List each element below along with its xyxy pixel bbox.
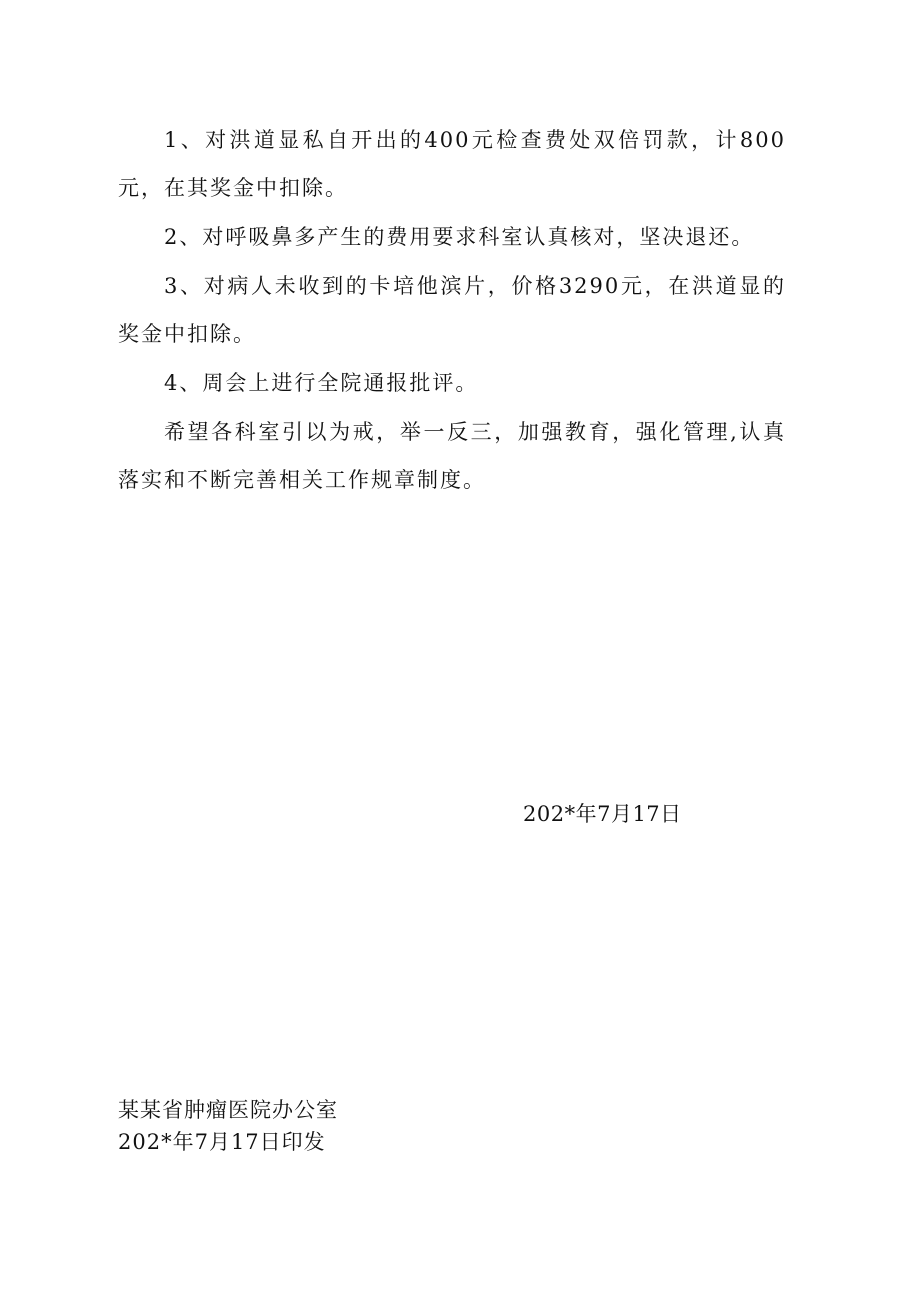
paragraph-item-3: 3、对病人未收到的卡培他滨片，价格3290元，在洪道显的奖金中扣除。 <box>118 274 786 346</box>
closing-paragraph: 希望各科室引以为戒，举一反三，加强教育，强化管理,认真落实和不断完善相关工作规章制度。 <box>118 420 786 492</box>
paragraph-item-2: 2、对呼吸鼻多产生的费用要求科室认真核对，坚决退还。 <box>164 225 755 249</box>
document-footer <box>118 1094 338 1158</box>
issued-date: 202*年7月17日印发 <box>118 1130 326 1154</box>
paragraph-item-1: 1、对洪道显私自开出的400元检查费处双倍罚款，计800元，在其奖金中扣除。 <box>118 128 786 200</box>
paragraph-item-4: 4、周会上进行全院通报批评。 <box>164 371 479 395</box>
issuer-name: 某某省肿瘤医院办公室 <box>118 1098 338 1122</box>
signature-date: 202*年7月17日 <box>523 802 682 826</box>
